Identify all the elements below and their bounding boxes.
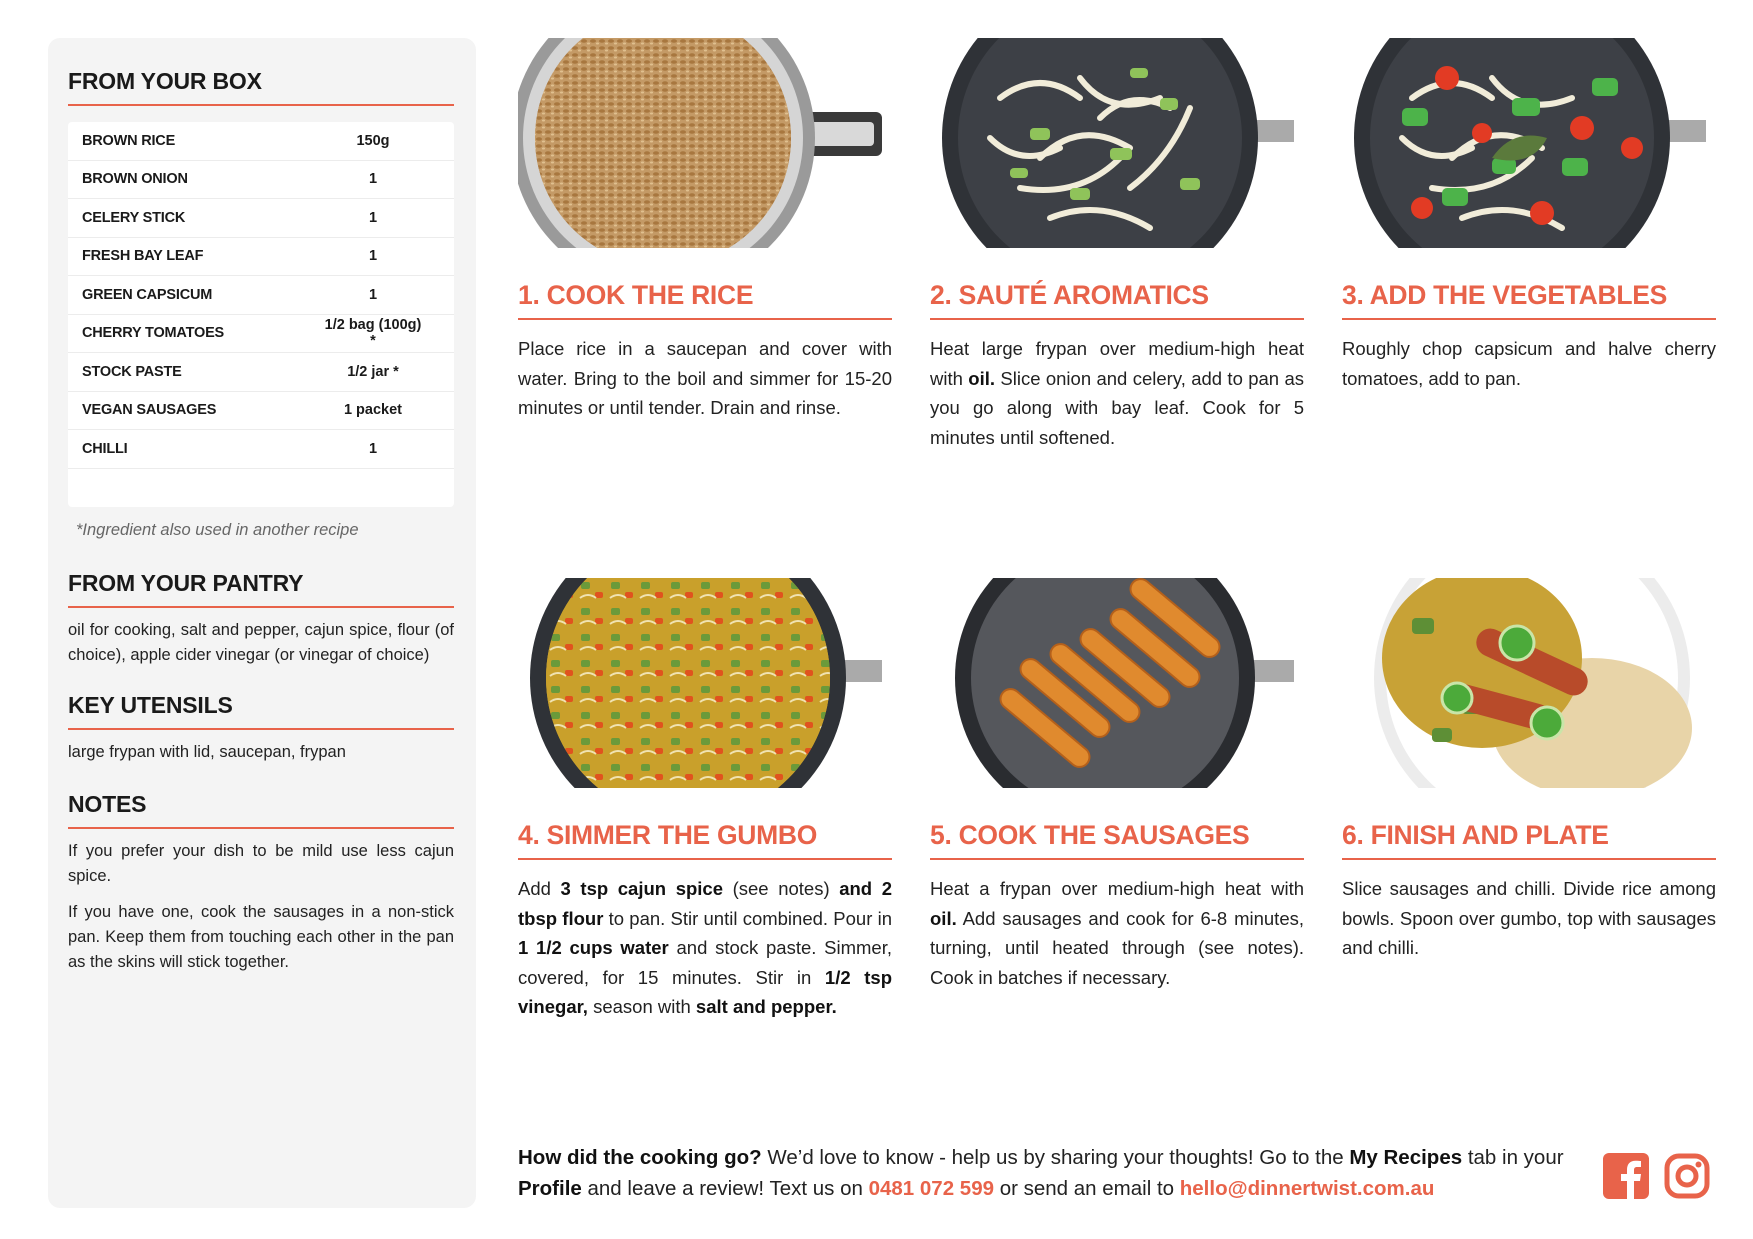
text: tab in your: [1462, 1146, 1564, 1169]
step-4: [518, 578, 893, 1017]
ingredient-name: CHERRY TOMATOES: [82, 325, 225, 342]
ingredient-row: [68, 430, 454, 469]
step-5-photo: [930, 578, 1294, 788]
text: Slice onion and celery, add to pan as you go along with bay leaf. Cook for 5 minutes until softened.: [930, 367, 1305, 448]
step-body: [930, 874, 1304, 992]
ingredient-qty: 150g: [356, 132, 390, 149]
step-4-photo: [518, 578, 882, 788]
step-3-photo: [1342, 38, 1706, 248]
ingredient-qty: 1: [368, 209, 378, 226]
text: We’d love to know - help us by sharing your thoughts! Go to the: [761, 1146, 1350, 1169]
text: Add: [518, 878, 561, 899]
ingredient-name: CELERY STICK: [82, 209, 186, 226]
step-title: 2. SAUTÉ AROMATICS: [930, 280, 1304, 320]
bold-text: oil.: [930, 907, 957, 929]
bold-text: salt and pepper.: [695, 996, 837, 1017]
facebook-icon[interactable]: [1603, 1153, 1649, 1199]
bold-text: 1/2 tsp vinegar,: [518, 966, 893, 1017]
phone-link[interactable]: 0481 072 599: [868, 1177, 994, 1200]
ingredient-name: FRESH BAY LEAF: [82, 248, 204, 265]
bold-text: How did the cooking go?: [518, 1146, 762, 1169]
text: season with: [587, 996, 696, 1017]
vegetables-pan-image: [1342, 38, 1706, 248]
gumbo-pan-image: [518, 578, 882, 788]
ingredient-row: [68, 315, 454, 354]
step-title: 4. SIMMER THE GUMBO: [518, 820, 892, 860]
note-paragraph: If you have one, cook the sausages in a non-stick pan. Keep them from touching each other in the pan as the skins will stick together.: [68, 902, 454, 971]
ingredient-row: [68, 238, 454, 277]
from-your-pantry-heading: FROM YOUR PANTRY: [68, 570, 454, 608]
step-6-photo: [1342, 578, 1706, 788]
ingredient-qty: 1/2 jar *: [347, 363, 399, 380]
step-title: 1. COOK THE RICE: [518, 280, 892, 320]
ingredient-row: [68, 199, 454, 238]
plated-gumbo-image: [1342, 578, 1706, 788]
ingredients-sidebar: [48, 38, 476, 1208]
bold-text: 3 tsp cajun spice: [560, 878, 723, 899]
ingredient-name: VEGAN SAUSAGES: [82, 402, 217, 419]
text: and stock paste. Simmer, covered, for 15 minutes. Stir in: [518, 937, 893, 988]
email-link[interactable]: hello@dinnertwist.com.au: [1179, 1177, 1435, 1200]
ingredient-qty: 1: [368, 171, 378, 188]
text: Heat a frypan over medium-high heat with: [930, 878, 1304, 899]
step-1: [518, 38, 892, 418]
utensils-section: [68, 692, 454, 765]
ingredient-footnote: *Ingredient also used in another recipe: [76, 520, 359, 539]
ingredient-name: STOCK PASTE: [82, 363, 182, 380]
pantry-text: oil for cooking, salt and pepper, cajun spice, flour (of choice), apple cider vinegar (or vinegar of choice): [68, 620, 454, 664]
text: to pan. Stir until combined. Pour in: [603, 907, 892, 929]
ingredient-row: [68, 353, 454, 392]
ingredient-row-empty: [68, 469, 454, 507]
pantry-section: [68, 570, 454, 668]
rice-strainer-image: [518, 38, 882, 248]
step-2: [930, 38, 1305, 448]
ingredient-name: BROWN ONION: [82, 171, 188, 188]
step-body: [930, 334, 1304, 452]
ingredient-qty: 1 packet: [343, 402, 403, 419]
notes-heading: NOTES: [68, 791, 454, 829]
step-1-photo: [518, 38, 882, 248]
bold-text: 1 1/2 cups water: [518, 937, 669, 958]
step-body: [1342, 334, 1716, 393]
ingredient-row: [68, 392, 454, 431]
text: Roughly chop capsicum and halve cherry tomatoes, add to pan.: [1342, 338, 1716, 389]
text: Add sausages and cook for 6-8 minutes, turning, until heated through (see notes). Cook in batches if necessary.: [930, 907, 1304, 988]
sausages-pan-image: [930, 578, 1294, 788]
step-body: [518, 874, 892, 1022]
ingredient-table: [68, 122, 454, 507]
step-body: [518, 334, 892, 423]
text: (see notes): [723, 878, 840, 899]
ingredient-name: BROWN RICE: [82, 132, 176, 149]
step-body: [1342, 874, 1716, 963]
step-title: 6. FINISH AND PLATE: [1342, 820, 1716, 860]
utensils-text: large frypan with lid, saucepan, frypan: [68, 742, 346, 761]
ingredient-qty: 1/2 bag (100g) *: [324, 317, 422, 350]
text: Heat large frypan over medium-high heat with: [930, 338, 1304, 389]
notes-section: [68, 791, 454, 975]
text: Slice sausages and chilli. Divide rice among bowls. Spoon over gumbo, top with sausages and chilli.: [1342, 878, 1716, 958]
onion-celery-pan-image: [930, 38, 1294, 248]
ingredient-name: GREEN CAPSICUM: [82, 286, 213, 303]
step-title: 5. COOK THE SAUSAGES: [930, 820, 1304, 860]
ingredient-qty: 1: [368, 248, 378, 265]
key-utensils-heading: KEY UTENSILS: [68, 692, 454, 730]
ingredient-row: [68, 276, 454, 315]
from-your-box-heading: FROM YOUR BOX: [68, 68, 454, 106]
step-title: 3. ADD THE VEGETABLES: [1342, 280, 1716, 320]
instagram-icon[interactable]: [1664, 1153, 1710, 1199]
text: or send an email to: [994, 1177, 1180, 1200]
text: and leave a review! Text us on: [581, 1177, 869, 1200]
bold-text: Profile: [518, 1177, 582, 1200]
bold-text: and 2 tbsp flour: [518, 878, 892, 929]
ingredient-row: [68, 161, 454, 200]
note-paragraph: If you prefer your dish to be mild use less cajun spice.: [68, 841, 454, 885]
step-2-photo: [930, 38, 1294, 248]
bold-text: oil.: [968, 367, 996, 389]
step-5: [930, 578, 1304, 988]
ingredient-row: [68, 122, 454, 161]
text: Place rice in a saucepan and cover with water. Bring to the boil and simmer for 15-20 minutes or until tender. Drain and rinse.: [518, 338, 892, 418]
ingredient-qty: 1: [368, 440, 378, 457]
ingredient-qty: 1: [368, 286, 378, 303]
ingredient-name: CHILLI: [82, 440, 128, 457]
step-3: [1342, 38, 1716, 389]
review-prompt: [518, 1142, 1578, 1204]
step-6: [1342, 578, 1716, 958]
bold-text: My Recipes: [1349, 1146, 1463, 1169]
